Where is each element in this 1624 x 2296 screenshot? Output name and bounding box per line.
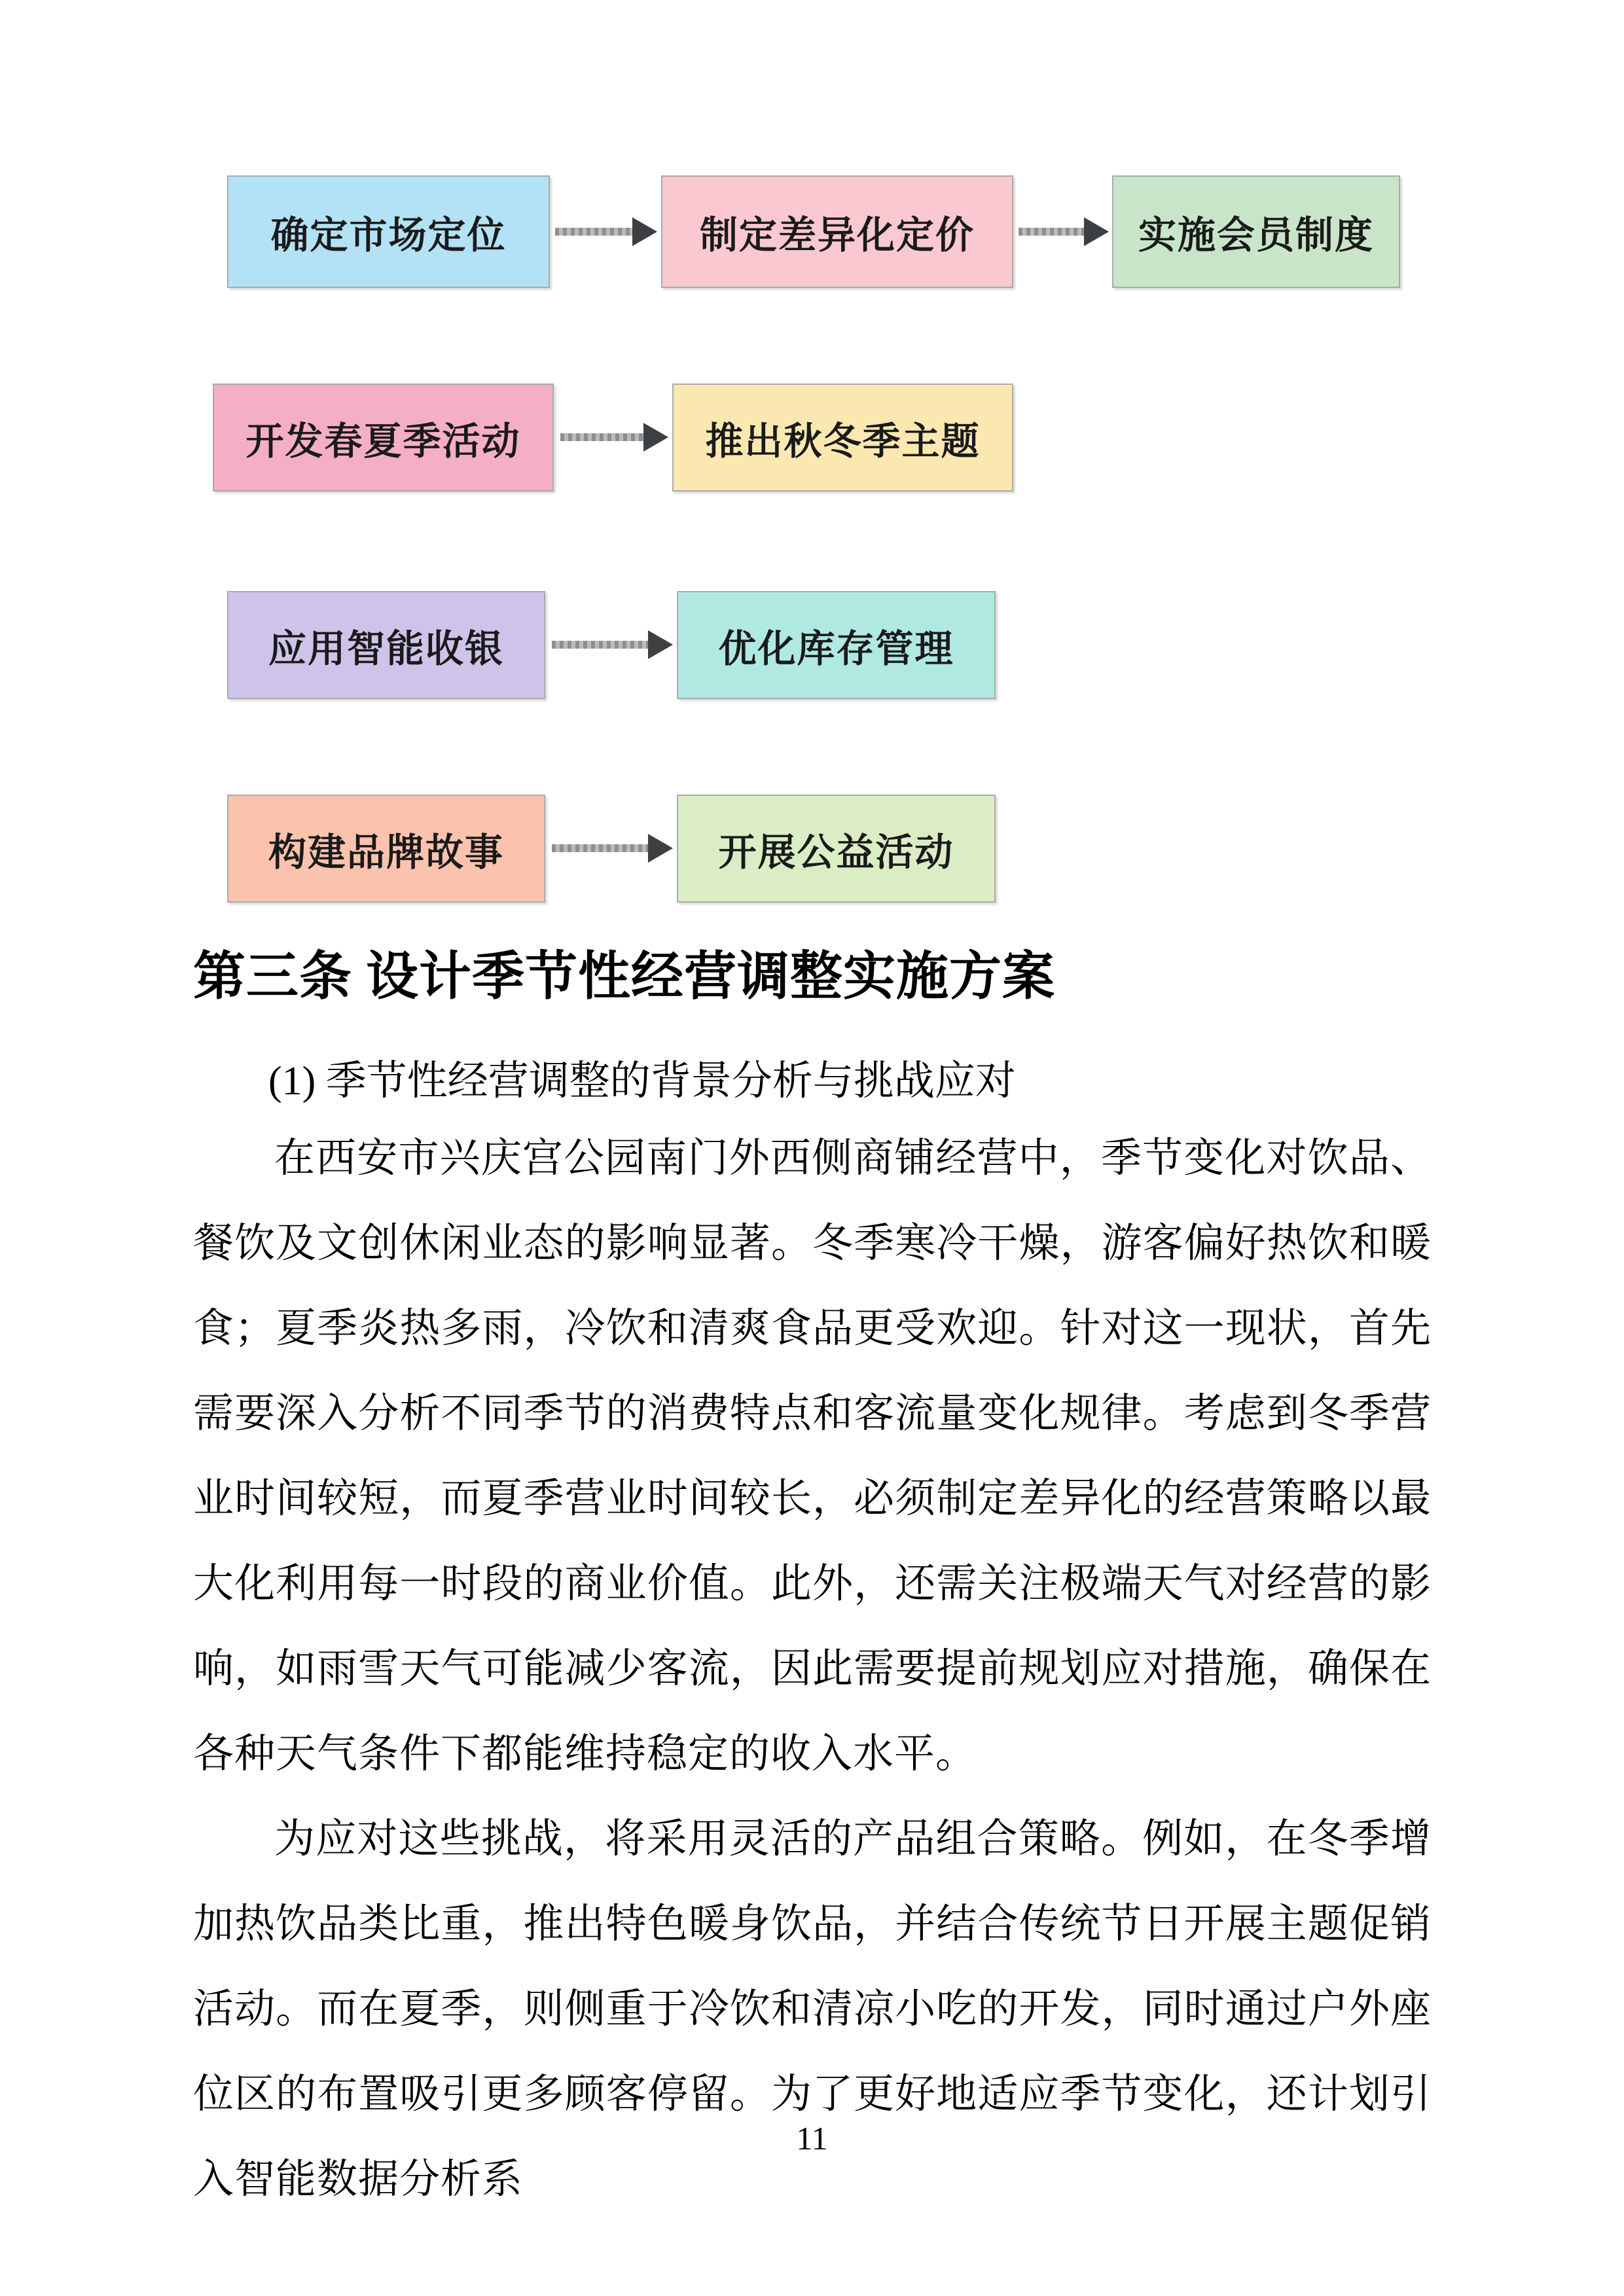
flow-box-brand-story xyxy=(227,795,545,903)
paragraph: 在西安市兴庆宫公园南门外西侧商铺经营中，季节变化对饮品、餐饮及文创休闲业态的影响显著。冬季寒冷干燥，游客偏好热饮和暖食；夏季炎热多雨，冷饮和清爽食品更受欢迎。针对这一现状，首先需要深入分析不同季节的消费特点和客流量变化规律。考虑到冬季营业时间较短，而夏季营业时间较长，必须制定差异化的经营策略以最大化利用每一时段的商业价值。此外，还需关注极端天气对经营的影响，如雨雪天气可能减少客流，因此需要提前规划应对措施，确保在各种天气条件下都能维持稳定的收入水平。 xyxy=(193,1136,1432,1776)
flow-box-label: 优化库存管理 xyxy=(718,627,954,670)
section-heading: 第三条 设计季节性经营调整实施方案 xyxy=(193,948,1055,1006)
flow-box-label: 开展公益活动 xyxy=(718,831,954,874)
flow-box-label: 开发春夏季活动 xyxy=(245,420,521,463)
arrow-right-icon xyxy=(632,217,657,246)
arrow-right-icon xyxy=(1084,217,1109,246)
arrow-shaft xyxy=(552,844,648,852)
flow-box-public-welfare xyxy=(677,795,996,903)
flow-box-autumn-winter-themes xyxy=(672,384,1013,492)
flow-box-label: 应用智能收银 xyxy=(268,627,504,670)
flow-box-inventory-management xyxy=(677,591,996,699)
flow-box-label: 实施会员制度 xyxy=(1138,214,1374,257)
flow-box-spring-summer-activities xyxy=(213,384,554,492)
arrow-shaft xyxy=(560,433,643,441)
flow-box-smart-cashier xyxy=(227,591,545,699)
flow-box-label: 推出秋冬季主题 xyxy=(705,420,981,463)
paragraph: 为应对这些挑战，将采用灵活的产品组合策略。例如，在冬季增加热饮品类比重，推出特色暖身饮品，并结合传统节日开展主题促销活动。而在夏季，则侧重于冷饮和清凉小吃的开发，同时通过户外座位区的布置吸引更多顾客停留。为了更好地适应季节变化，还计划引入智能数据分析系 xyxy=(193,1817,1432,2202)
flow-box-label: 构建品牌故事 xyxy=(268,831,504,874)
arrow-shaft xyxy=(1019,228,1084,236)
flow-arrow xyxy=(560,423,668,452)
subsection-heading: (1) 季节性经营调整的背景分析与挑战应对 xyxy=(268,1059,1016,1103)
flow-box-market-positioning xyxy=(227,175,550,288)
arrow-shaft xyxy=(552,641,648,649)
arrow-right-icon xyxy=(648,834,673,863)
flow-arrow xyxy=(555,217,657,246)
arrow-right-icon xyxy=(648,630,673,659)
flow-box-label: 确定市场定位 xyxy=(270,214,507,257)
flow-arrow xyxy=(552,630,673,659)
arrow-shaft xyxy=(555,228,632,236)
flow-arrow xyxy=(1019,217,1109,246)
flow-box-label: 制定差异化定价 xyxy=(699,214,975,257)
arrow-right-icon xyxy=(643,423,668,452)
body-text xyxy=(193,1116,1432,2222)
flow-box-differentiated-pricing xyxy=(661,175,1013,288)
page-number: 11 xyxy=(796,2120,828,2157)
flow-box-membership-system xyxy=(1112,175,1400,288)
flow-arrow xyxy=(552,834,673,863)
